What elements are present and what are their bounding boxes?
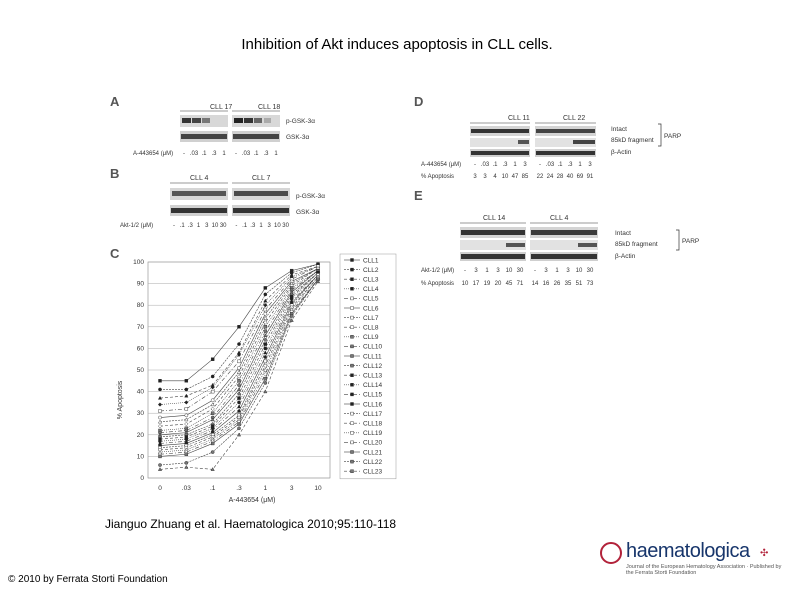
panel-b-group-1: CLL 4 xyxy=(190,175,209,182)
chart-data-point xyxy=(211,442,214,445)
panel-d-doses xyxy=(474,162,592,168)
panel-b-dose: - xyxy=(173,223,175,229)
chart-data-point xyxy=(158,388,161,391)
legend-marker xyxy=(351,403,354,406)
panel-a-group-2: CLL 18 xyxy=(258,104,281,111)
chart-data-point xyxy=(264,360,267,363)
panel-d-dose: - xyxy=(539,162,541,168)
panel-e-band-1: Intact xyxy=(615,230,631,237)
panel-d-dose: 3 xyxy=(588,162,592,168)
legend-label: CLL6 xyxy=(363,305,379,313)
panel-b-doses xyxy=(173,223,290,229)
chart-data-point xyxy=(185,418,188,421)
panel-d-blot xyxy=(418,110,718,185)
legend-label: CLL13 xyxy=(363,372,383,380)
panel-d-apoptosis-value: 10 xyxy=(501,174,509,180)
panel-e-apoptosis-value: 16 xyxy=(542,281,550,287)
slide-title: Inhibition of Akt induces apoptosis in CLL cells. xyxy=(241,36,553,53)
panel-e-dose: 3 xyxy=(474,268,478,274)
panel-a-dose: .1 xyxy=(253,151,259,157)
legend-marker xyxy=(351,355,354,358)
panel-d-apoptosis-label: % Apoptosis xyxy=(421,174,455,180)
legend-marker xyxy=(351,259,354,262)
panel-d-apoptosis-value: 22 xyxy=(536,174,544,180)
chart-data-point xyxy=(264,364,267,367)
chart-data-point xyxy=(264,325,267,328)
panel-b-band-2: GSK-3α xyxy=(296,209,320,216)
panel-letter-b: B xyxy=(110,166,120,181)
panel-e-apoptosis-value: 14 xyxy=(531,281,539,287)
panel-e-dose: 10 xyxy=(505,268,513,274)
panel-letter-e: E xyxy=(414,188,423,203)
chart-data-point xyxy=(238,423,241,426)
panel-e-dose: 30 xyxy=(586,268,594,274)
legend-label: CLL22 xyxy=(363,458,383,466)
legend-marker xyxy=(351,335,354,338)
chart-data-point xyxy=(264,390,267,393)
panel-d-apoptosis-value: 69 xyxy=(576,174,584,180)
chart-series-line xyxy=(160,277,318,452)
legend-label: CLL5 xyxy=(363,295,379,303)
panel-b-group-2: CLL 7 xyxy=(252,175,271,182)
chart-data-point xyxy=(211,407,215,411)
chart-y-tick-label: 80 xyxy=(136,302,144,310)
chart-data-point xyxy=(264,347,267,350)
panel-letter-d: D xyxy=(414,94,424,109)
panel-e-apoptosis-label: % Apoptosis xyxy=(421,281,455,287)
legend-marker xyxy=(351,316,354,319)
panel-a-dose: - xyxy=(183,151,185,157)
haematologica-logo[interactable] xyxy=(600,540,790,580)
copyright: © 2010 by Ferrata Storti Foundation xyxy=(8,574,168,585)
legend-label: CLL4 xyxy=(363,286,379,294)
panel-e-blot xyxy=(418,210,718,292)
panel-a-dose: .3 xyxy=(263,151,269,157)
panel-b-blot xyxy=(120,170,360,232)
chart-data-point xyxy=(237,401,240,404)
chart-legend xyxy=(340,254,396,479)
panel-b-dose: 30 xyxy=(282,223,289,229)
panel-e-dose: 1 xyxy=(555,268,559,274)
chart-y-tick-label: 70 xyxy=(136,323,144,331)
panel-b-dose: 3 xyxy=(205,223,209,229)
panel-e-group-1: CLL 14 xyxy=(483,215,506,222)
panel-e-bracket: PARP xyxy=(682,238,700,245)
chart-data-point xyxy=(211,412,214,415)
logo-name: haematologica xyxy=(626,540,750,562)
chart-y-ticks xyxy=(133,259,144,482)
chart-y-tick-label: 90 xyxy=(136,280,144,288)
chart-data-point xyxy=(237,370,240,373)
chart-y-tick-label: 100 xyxy=(133,259,144,266)
legend-marker xyxy=(351,451,354,454)
panel-b-dose: 30 xyxy=(219,223,227,229)
panel-d-dose: .03 xyxy=(480,162,490,168)
panel-b-dose: - xyxy=(235,223,238,229)
panel-d-band-2: 85kD fragment xyxy=(611,137,654,144)
legend-label: CLL12 xyxy=(363,362,383,370)
legend-marker xyxy=(351,422,354,425)
chart-series-line xyxy=(160,264,318,381)
chart-data-point xyxy=(238,360,241,363)
panel-b-dose: 3 xyxy=(267,223,271,229)
chart-data-point xyxy=(185,388,188,391)
chart-data-point xyxy=(158,416,161,419)
chart-y-tick-label: 30 xyxy=(136,410,144,418)
panel-d-band-1: Intact xyxy=(611,126,627,133)
chart-x-tick-label: 3 xyxy=(289,485,294,492)
panel-d-apoptosis-value: 40 xyxy=(566,174,574,180)
chart-x-tick-label: 10 xyxy=(314,485,322,492)
chart-data-point xyxy=(264,308,267,311)
legend-label: CLL9 xyxy=(363,334,379,342)
panel-b-dose: .1 xyxy=(179,223,185,229)
panel-e-dose: 3 xyxy=(544,268,548,274)
chart-data-point xyxy=(185,465,188,468)
panel-d-apoptosis-value: 85 xyxy=(521,174,529,180)
chart-data-point xyxy=(237,384,240,387)
legend-marker xyxy=(351,307,354,310)
logo-mark-icon xyxy=(600,542,622,564)
panel-e-apoptosis-value: 71 xyxy=(516,281,524,287)
panel-letter-c: C xyxy=(110,246,120,261)
chart-data-point xyxy=(211,390,214,393)
chart-data-point xyxy=(264,377,267,380)
chart-y-tick-label: 10 xyxy=(136,453,144,461)
logo-subtitle: Journal of the European Hematology Association · Published by the Ferrata Storti Foundation xyxy=(626,564,782,576)
panel-e-band-3: β-Actin xyxy=(615,253,636,260)
chart-y-tick-label: 60 xyxy=(136,345,144,353)
legend-label: CLL14 xyxy=(363,382,383,390)
panel-a-group-1: CLL 17 xyxy=(210,104,233,111)
panel-d-apoptosis-value: 3 xyxy=(483,174,487,180)
chart-y-tick-label: 50 xyxy=(136,367,144,374)
panel-a-band-1: p-GSK-3α xyxy=(286,118,316,125)
panel-e-treatment: Akt-1/2 (μM) xyxy=(421,268,455,274)
legend-label: CLL1 xyxy=(363,257,379,265)
chart-data-point xyxy=(238,397,241,400)
panel-e-dose: 10 xyxy=(575,268,583,274)
legend-label: CLL15 xyxy=(363,391,383,399)
chart-data-point xyxy=(211,450,214,453)
panel-d-dose: 1 xyxy=(578,162,582,168)
panel-d-apoptosis-value: 4 xyxy=(493,174,497,180)
chart-data-point xyxy=(211,399,214,402)
legend-marker xyxy=(351,297,354,300)
chart-y-tick-label: 20 xyxy=(136,431,144,439)
panel-a-doses xyxy=(183,151,278,157)
chart-data-point xyxy=(185,407,188,410)
chart-data-point xyxy=(158,403,162,407)
panel-e-apoptosis-value: 26 xyxy=(553,281,561,287)
panel-e-apoptosis-value: 19 xyxy=(483,281,491,287)
panel-d-dose: 1 xyxy=(513,162,517,168)
chart-y-tick-label: 0 xyxy=(140,475,144,482)
legend-marker xyxy=(351,393,354,396)
legend-label: CLL3 xyxy=(363,276,379,284)
legend-label: CLL8 xyxy=(363,324,379,332)
legend-label: CLL19 xyxy=(363,430,383,438)
panel-d-treatment: A-443654 (μM) xyxy=(421,162,462,168)
panel-a-dose: .03 xyxy=(189,151,199,157)
legend-marker xyxy=(351,374,354,377)
panel-d-group-1: CLL 11 xyxy=(508,115,530,122)
chart-x-tick-label: .3 xyxy=(236,485,242,492)
panel-a-dose: .3 xyxy=(211,151,217,157)
panel-e-apoptosis-value: 73 xyxy=(586,281,594,287)
panel-d-dose: .1 xyxy=(492,162,498,168)
panel-d-bracket: PARP xyxy=(664,133,682,140)
panel-b-treatment: Akt-1/2 (μM) xyxy=(120,223,154,229)
panel-d-dose: .1 xyxy=(557,162,563,168)
panel-b-dose: 10 xyxy=(211,223,219,229)
legend-marker xyxy=(351,287,354,290)
chart-data-point xyxy=(237,405,240,408)
panel-d-dose: .3 xyxy=(567,162,573,168)
legend-label: CLL7 xyxy=(363,314,379,322)
chart-data-point xyxy=(264,330,267,333)
panel-e-apoptosis-value: 10 xyxy=(461,281,469,287)
panel-e-doses xyxy=(464,268,594,274)
chart-data-point xyxy=(158,463,161,466)
panel-a-dose: .03 xyxy=(241,151,251,157)
panel-e-apoptosis-value: 45 xyxy=(505,281,513,287)
panel-b-dose: 1 xyxy=(196,223,201,229)
panel-e-dose: 30 xyxy=(516,268,524,274)
panel-d-apoptosis-value: 3 xyxy=(473,174,477,180)
legend-marker xyxy=(351,326,354,329)
legend-label: CLL21 xyxy=(363,449,383,457)
chart-x-tick-label: .03 xyxy=(181,485,191,492)
chart-data-point xyxy=(159,410,162,413)
panel-d-band-3: β-Actin xyxy=(611,149,632,156)
legend-marker xyxy=(351,412,354,415)
chart-data-point xyxy=(264,381,267,384)
panel-e-dose: - xyxy=(534,268,536,274)
logo-flag-icon: ✣ xyxy=(760,548,769,559)
chart-x-tick-label: .1 xyxy=(209,485,216,492)
panel-b-band-1: p-GSK-3α xyxy=(296,193,326,200)
panel-a-blot xyxy=(128,98,360,168)
panel-letter-a: A xyxy=(110,94,120,109)
chart-data-point xyxy=(185,453,188,456)
panel-d-group-2: CLL 22 xyxy=(563,115,586,122)
chart-data-point xyxy=(185,422,189,426)
legend-label: CLL10 xyxy=(363,343,383,351)
chart-data-point xyxy=(264,343,267,346)
panel-e-group-2: CLL 4 xyxy=(550,215,569,222)
panel-d-apoptosis-value: 47 xyxy=(511,174,519,180)
panel-e-dose: 1 xyxy=(485,268,489,274)
panel-e-apoptosis-values xyxy=(462,281,594,287)
citation: Jianguo Zhuang et al. Haematologica 2010;95:110-118 xyxy=(105,517,397,531)
chart-data-point xyxy=(185,414,188,417)
panel-a-dose: .1 xyxy=(201,151,207,157)
panel-b-dose: .1 xyxy=(242,223,248,229)
legend-marker xyxy=(351,441,354,444)
legend-label: CLL23 xyxy=(363,468,383,476)
panel-d-apoptosis-value: 24 xyxy=(546,174,554,180)
panel-a-treatment: A-443654 (μM) xyxy=(133,151,174,157)
legend-marker xyxy=(351,268,354,271)
panel-a-dose: 1 xyxy=(274,151,278,157)
chart-data-point xyxy=(237,427,240,430)
chart-y-tick-label: 40 xyxy=(136,388,144,396)
chart-data-point xyxy=(211,375,214,378)
legend-marker xyxy=(351,383,354,386)
chart-data-point xyxy=(159,379,162,382)
panel-b-dose: .3 xyxy=(250,223,256,229)
chart-series-lines xyxy=(158,263,320,471)
chart-data-point xyxy=(264,293,267,296)
panel-b-dose: .3 xyxy=(187,223,193,229)
panel-b-dose: 10 xyxy=(274,223,281,229)
panel-d-apoptosis-value: 28 xyxy=(556,174,564,180)
chart-data-point xyxy=(264,286,267,289)
panel-d-apoptosis-value: 91 xyxy=(586,174,594,180)
legend-marker xyxy=(351,345,354,348)
chart-data-point xyxy=(238,325,241,328)
legend-label: CLL18 xyxy=(363,420,383,428)
panel-d-dose: .03 xyxy=(545,162,555,168)
panel-e-dose: 3 xyxy=(496,268,500,274)
legend-marker xyxy=(351,431,354,434)
panel-a-dose: 1 xyxy=(222,151,226,157)
chart-data-point xyxy=(185,401,189,405)
panel-e-apoptosis-value: 20 xyxy=(494,281,502,287)
chart-x-tick-label: 1 xyxy=(263,485,268,492)
chart-data-point xyxy=(264,312,267,315)
chart-data-point xyxy=(237,366,240,369)
chart-x-ticks xyxy=(158,485,322,492)
chart-x-axis-label: A-443654 (μM) xyxy=(228,497,276,504)
chart-y-axis-label: % Apoptosis xyxy=(117,380,124,420)
panel-e-band-2: 85kD fragment xyxy=(615,241,658,248)
legend-label: CLL11 xyxy=(363,353,382,361)
chart-data-point xyxy=(185,461,188,464)
panel-e-dose: 3 xyxy=(566,268,570,274)
panel-e-apoptosis-value: 35 xyxy=(564,281,572,287)
chart-data-point xyxy=(290,314,293,317)
legend-marker xyxy=(351,460,354,463)
panel-d-dose: 3 xyxy=(523,162,527,168)
panel-a-band-2: GSK-3α xyxy=(286,134,310,141)
panel-d-dose: .3 xyxy=(502,162,508,168)
chart-data-point xyxy=(238,379,241,382)
legend-label: CLL17 xyxy=(363,410,383,418)
panel-d-apoptosis-values xyxy=(473,174,594,180)
panel-e-apoptosis-value: 17 xyxy=(472,281,480,287)
legend-label: CLL2 xyxy=(363,266,379,274)
panel-a-dose: - xyxy=(235,151,237,157)
chart-data-point xyxy=(237,342,240,345)
apoptosis-chart xyxy=(112,250,402,510)
chart-data-point xyxy=(185,379,188,382)
chart-data-point xyxy=(237,388,240,391)
chart-data-point xyxy=(158,424,162,428)
legend-marker xyxy=(351,278,354,281)
panel-b-dose: 1 xyxy=(259,223,263,229)
chart-data-point xyxy=(211,358,214,361)
chart-data-point xyxy=(237,433,240,436)
chart-data-point xyxy=(159,455,162,458)
legend-label: CLL16 xyxy=(363,401,383,409)
panel-d-dose: - xyxy=(474,162,476,168)
legend-marker xyxy=(351,364,354,367)
chart-x-tick-label: 0 xyxy=(158,485,162,492)
panel-e-apoptosis-value: 51 xyxy=(575,281,583,287)
legend-label: CLL20 xyxy=(363,439,383,447)
legend-marker xyxy=(351,470,354,473)
panel-e-dose: - xyxy=(464,268,466,274)
